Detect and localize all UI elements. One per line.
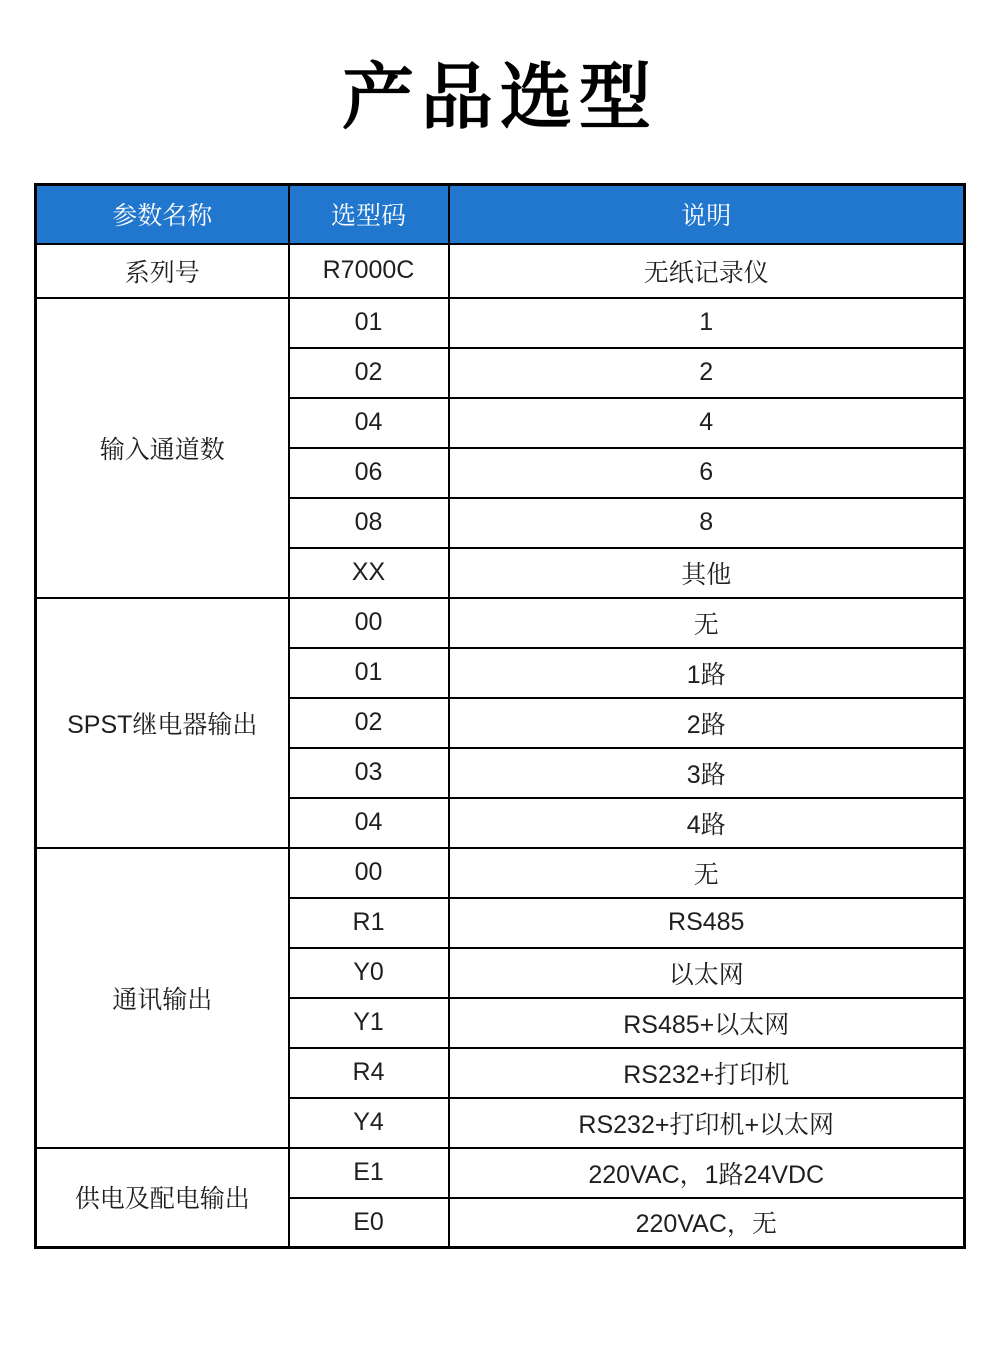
column-header-description: 说明 <box>449 185 965 244</box>
table-body <box>36 244 965 1248</box>
code-cell: R4 <box>289 1048 449 1098</box>
description-cell: 无纸记录仪 <box>449 244 965 298</box>
code-cell: Y1 <box>289 998 449 1048</box>
param-name-cell: 供电及配电输出 <box>36 1148 289 1248</box>
table-row <box>36 1148 965 1198</box>
code-cell: XX <box>289 548 449 598</box>
column-header-code: 选型码 <box>289 185 449 244</box>
param-name-cell: 输入通道数 <box>36 298 289 598</box>
code-cell: 01 <box>289 648 449 698</box>
param-name-cell: SPST继电器输出 <box>36 598 289 848</box>
description-cell: 其他 <box>449 548 965 598</box>
code-cell: 04 <box>289 398 449 448</box>
code-cell: 06 <box>289 448 449 498</box>
description-cell: 4路 <box>449 798 965 848</box>
code-cell: E1 <box>289 1148 449 1198</box>
column-header-param-name: 参数名称 <box>36 185 289 244</box>
page-title: 产品选型 <box>341 58 658 138</box>
code-cell: Y0 <box>289 948 449 998</box>
code-cell: 04 <box>289 798 449 848</box>
table-row <box>36 598 965 648</box>
product-selection-table <box>34 183 966 1249</box>
table-header <box>36 185 965 244</box>
description-cell: 以太网 <box>449 948 965 998</box>
description-cell: 220VAC，无 <box>449 1198 965 1248</box>
description-cell: 2路 <box>449 698 965 748</box>
table-row <box>36 298 965 348</box>
description-cell: RS232+打印机+以太网 <box>449 1098 965 1148</box>
code-cell: Y4 <box>289 1098 449 1148</box>
description-cell: 4 <box>449 398 965 448</box>
description-cell: RS232+打印机 <box>449 1048 965 1098</box>
param-name-cell: 通讯输出 <box>36 848 289 1148</box>
description-cell: 3路 <box>449 748 965 798</box>
description-cell: 2 <box>449 348 965 398</box>
description-cell: 1 <box>449 298 965 348</box>
code-cell: 00 <box>289 598 449 648</box>
description-cell: 8 <box>449 498 965 548</box>
description-cell: RS485+以太网 <box>449 998 965 1048</box>
code-cell: 02 <box>289 348 449 398</box>
code-cell: E0 <box>289 1198 449 1248</box>
description-cell: 220VAC，1路24VDC <box>449 1148 965 1198</box>
table-row <box>36 244 965 298</box>
param-name-cell: 系列号 <box>36 244 289 298</box>
header-row <box>36 185 965 244</box>
code-cell: 08 <box>289 498 449 548</box>
description-cell: 1路 <box>449 648 965 698</box>
code-cell: R1 <box>289 898 449 948</box>
description-cell: RS485 <box>449 898 965 948</box>
code-cell: 02 <box>289 698 449 748</box>
code-cell: R7000C <box>289 244 449 298</box>
code-cell: 00 <box>289 848 449 898</box>
code-cell: 01 <box>289 298 449 348</box>
description-cell: 6 <box>449 448 965 498</box>
code-cell: 03 <box>289 748 449 798</box>
description-cell: 无 <box>449 848 965 898</box>
table-row <box>36 848 965 898</box>
description-cell: 无 <box>449 598 965 648</box>
